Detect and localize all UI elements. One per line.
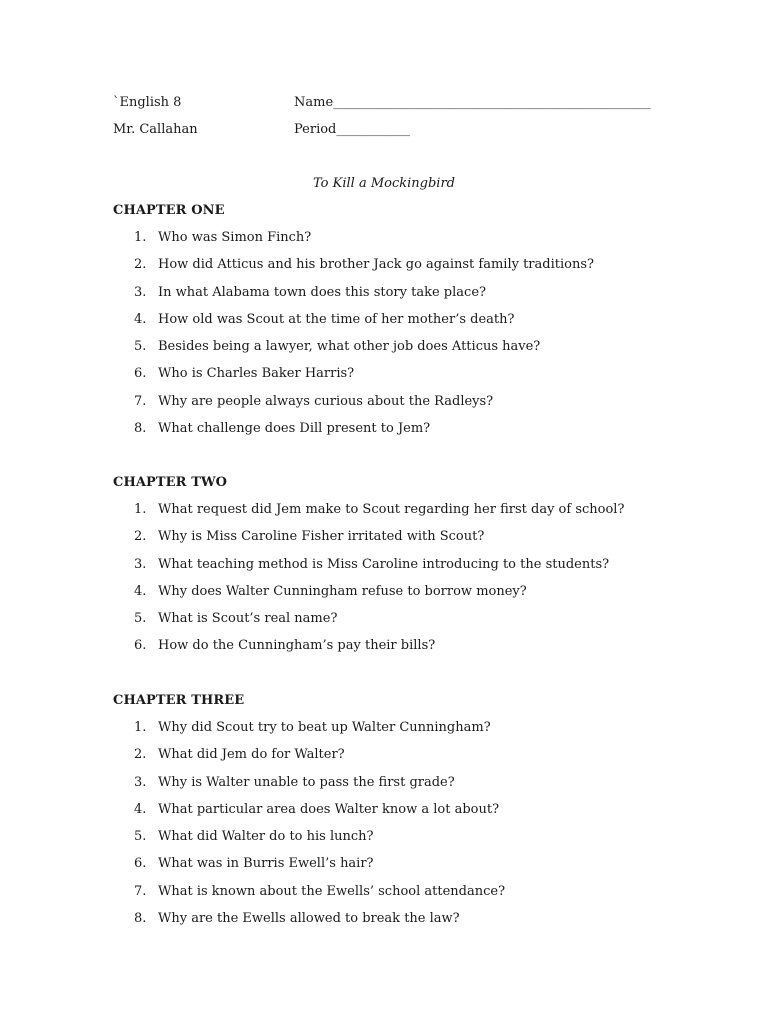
- period-field: [294, 121, 410, 139]
- question-item: [113, 551, 673, 578]
- name-label: Name: [294, 95, 334, 110]
- question-item: [113, 578, 673, 605]
- question-text: What particular area does Walter know a lot about?: [158, 801, 500, 817]
- question-list: [113, 496, 673, 660]
- question-text: In what Alabama town does this story take place?: [158, 284, 486, 300]
- question-item: [113, 605, 673, 632]
- question-item: [113, 306, 673, 333]
- chapter-heading: CHAPTER TWO: [113, 475, 228, 490]
- question-item: [113, 496, 673, 523]
- question-number: 1.: [134, 502, 147, 517]
- question-text: How did Atticus and his brother Jack go against family traditions?: [158, 257, 594, 273]
- question-item: [113, 741, 673, 768]
- question-item: [113, 714, 673, 741]
- question-number: 6.: [134, 638, 147, 654]
- question-number: 5.: [134, 611, 147, 627]
- chapter-section: [113, 202, 673, 442]
- question-number: 8.: [134, 911, 147, 927]
- question-text: How do the Cunningham’s pay their bills?: [158, 638, 436, 654]
- question-number: 2.: [134, 747, 147, 763]
- header-row-teacher: [113, 121, 410, 139]
- period-label: Period: [294, 122, 337, 137]
- question-item: [113, 388, 673, 415]
- question-text: Who is Charles Baker Harris?: [158, 366, 355, 382]
- question-list: [113, 224, 673, 442]
- question-text: What did Walter do to his lunch?: [158, 829, 374, 845]
- question-item: [113, 823, 673, 850]
- question-number: 4.: [134, 311, 147, 327]
- document-title: To Kill a Mockingbird: [313, 176, 455, 191]
- question-item: [113, 850, 673, 877]
- question-item: [113, 251, 673, 278]
- question-number: 2.: [134, 257, 147, 273]
- chapter-heading: CHAPTER THREE: [113, 693, 245, 708]
- question-text: Why are people always curious about the Radleys?: [158, 393, 494, 409]
- question-text: What teaching method is Miss Caroline introducing to the students?: [158, 556, 610, 572]
- question-number: 4.: [134, 583, 147, 599]
- question-number: 5.: [134, 829, 147, 845]
- question-number: 7.: [134, 883, 147, 899]
- question-item: [113, 279, 673, 306]
- question-text: What is known about the Ewells’ school attendance?: [158, 883, 506, 899]
- question-text: Why is Walter unable to pass the first grade?: [158, 774, 455, 790]
- course-label: `English 8: [113, 95, 182, 110]
- question-text: Why does Walter Cunningham refuse to borrow money?: [158, 583, 527, 599]
- question-item: [113, 769, 673, 796]
- question-number: 6.: [134, 366, 147, 382]
- question-text: Besides being a lawyer, what other job does Atticus have?: [158, 339, 541, 355]
- question-item: [113, 523, 673, 550]
- question-text: Who was Simon Finch?: [158, 230, 312, 245]
- name-blank-line: ____________________________________________________: [333, 95, 651, 110]
- question-item: [113, 415, 673, 442]
- question-text: Why is Miss Caroline Fisher irritated with Scout?: [158, 529, 485, 545]
- question-item: [113, 360, 673, 387]
- teacher-label: Mr. Callahan: [113, 122, 198, 137]
- question-text: What challenge does Dill present to Jem?: [158, 421, 431, 437]
- question-item: [113, 224, 673, 251]
- question-text: What did Jem do for Walter?: [158, 747, 345, 763]
- question-item: [113, 632, 673, 659]
- question-number: 8.: [134, 421, 147, 437]
- period-blank-line: ____________: [336, 122, 410, 137]
- question-number: 2.: [134, 529, 147, 545]
- question-item: [113, 905, 673, 932]
- question-text: What request did Jem make to Scout regarding her first day of school?: [158, 502, 625, 517]
- question-number: 1.: [134, 720, 147, 735]
- question-text: What was in Burris Ewell’s hair?: [158, 856, 374, 872]
- question-text: Why did Scout try to beat up Walter Cunningham?: [158, 720, 491, 735]
- question-text: Why are the Ewells allowed to break the law?: [158, 911, 460, 927]
- chapter-heading: CHAPTER ONE: [113, 203, 225, 218]
- question-number: 4.: [134, 801, 147, 817]
- header-row-course: [113, 94, 650, 112]
- chapter-section: [113, 474, 673, 660]
- question-number: 5.: [134, 339, 147, 355]
- chapter-section: [113, 692, 673, 932]
- question-item: [113, 333, 673, 360]
- question-list: [113, 714, 673, 932]
- question-number: 1.: [134, 230, 147, 245]
- question-item: [113, 796, 673, 823]
- question-number: 3.: [134, 556, 147, 572]
- name-field: [294, 94, 650, 112]
- question-item: [113, 878, 673, 905]
- question-text: What is Scout’s real name?: [158, 611, 338, 627]
- question-number: 7.: [134, 393, 147, 409]
- question-text: How old was Scout at the time of her mother’s death?: [158, 311, 515, 327]
- question-number: 3.: [134, 284, 147, 300]
- question-number: 6.: [134, 856, 147, 872]
- question-number: 3.: [134, 774, 147, 790]
